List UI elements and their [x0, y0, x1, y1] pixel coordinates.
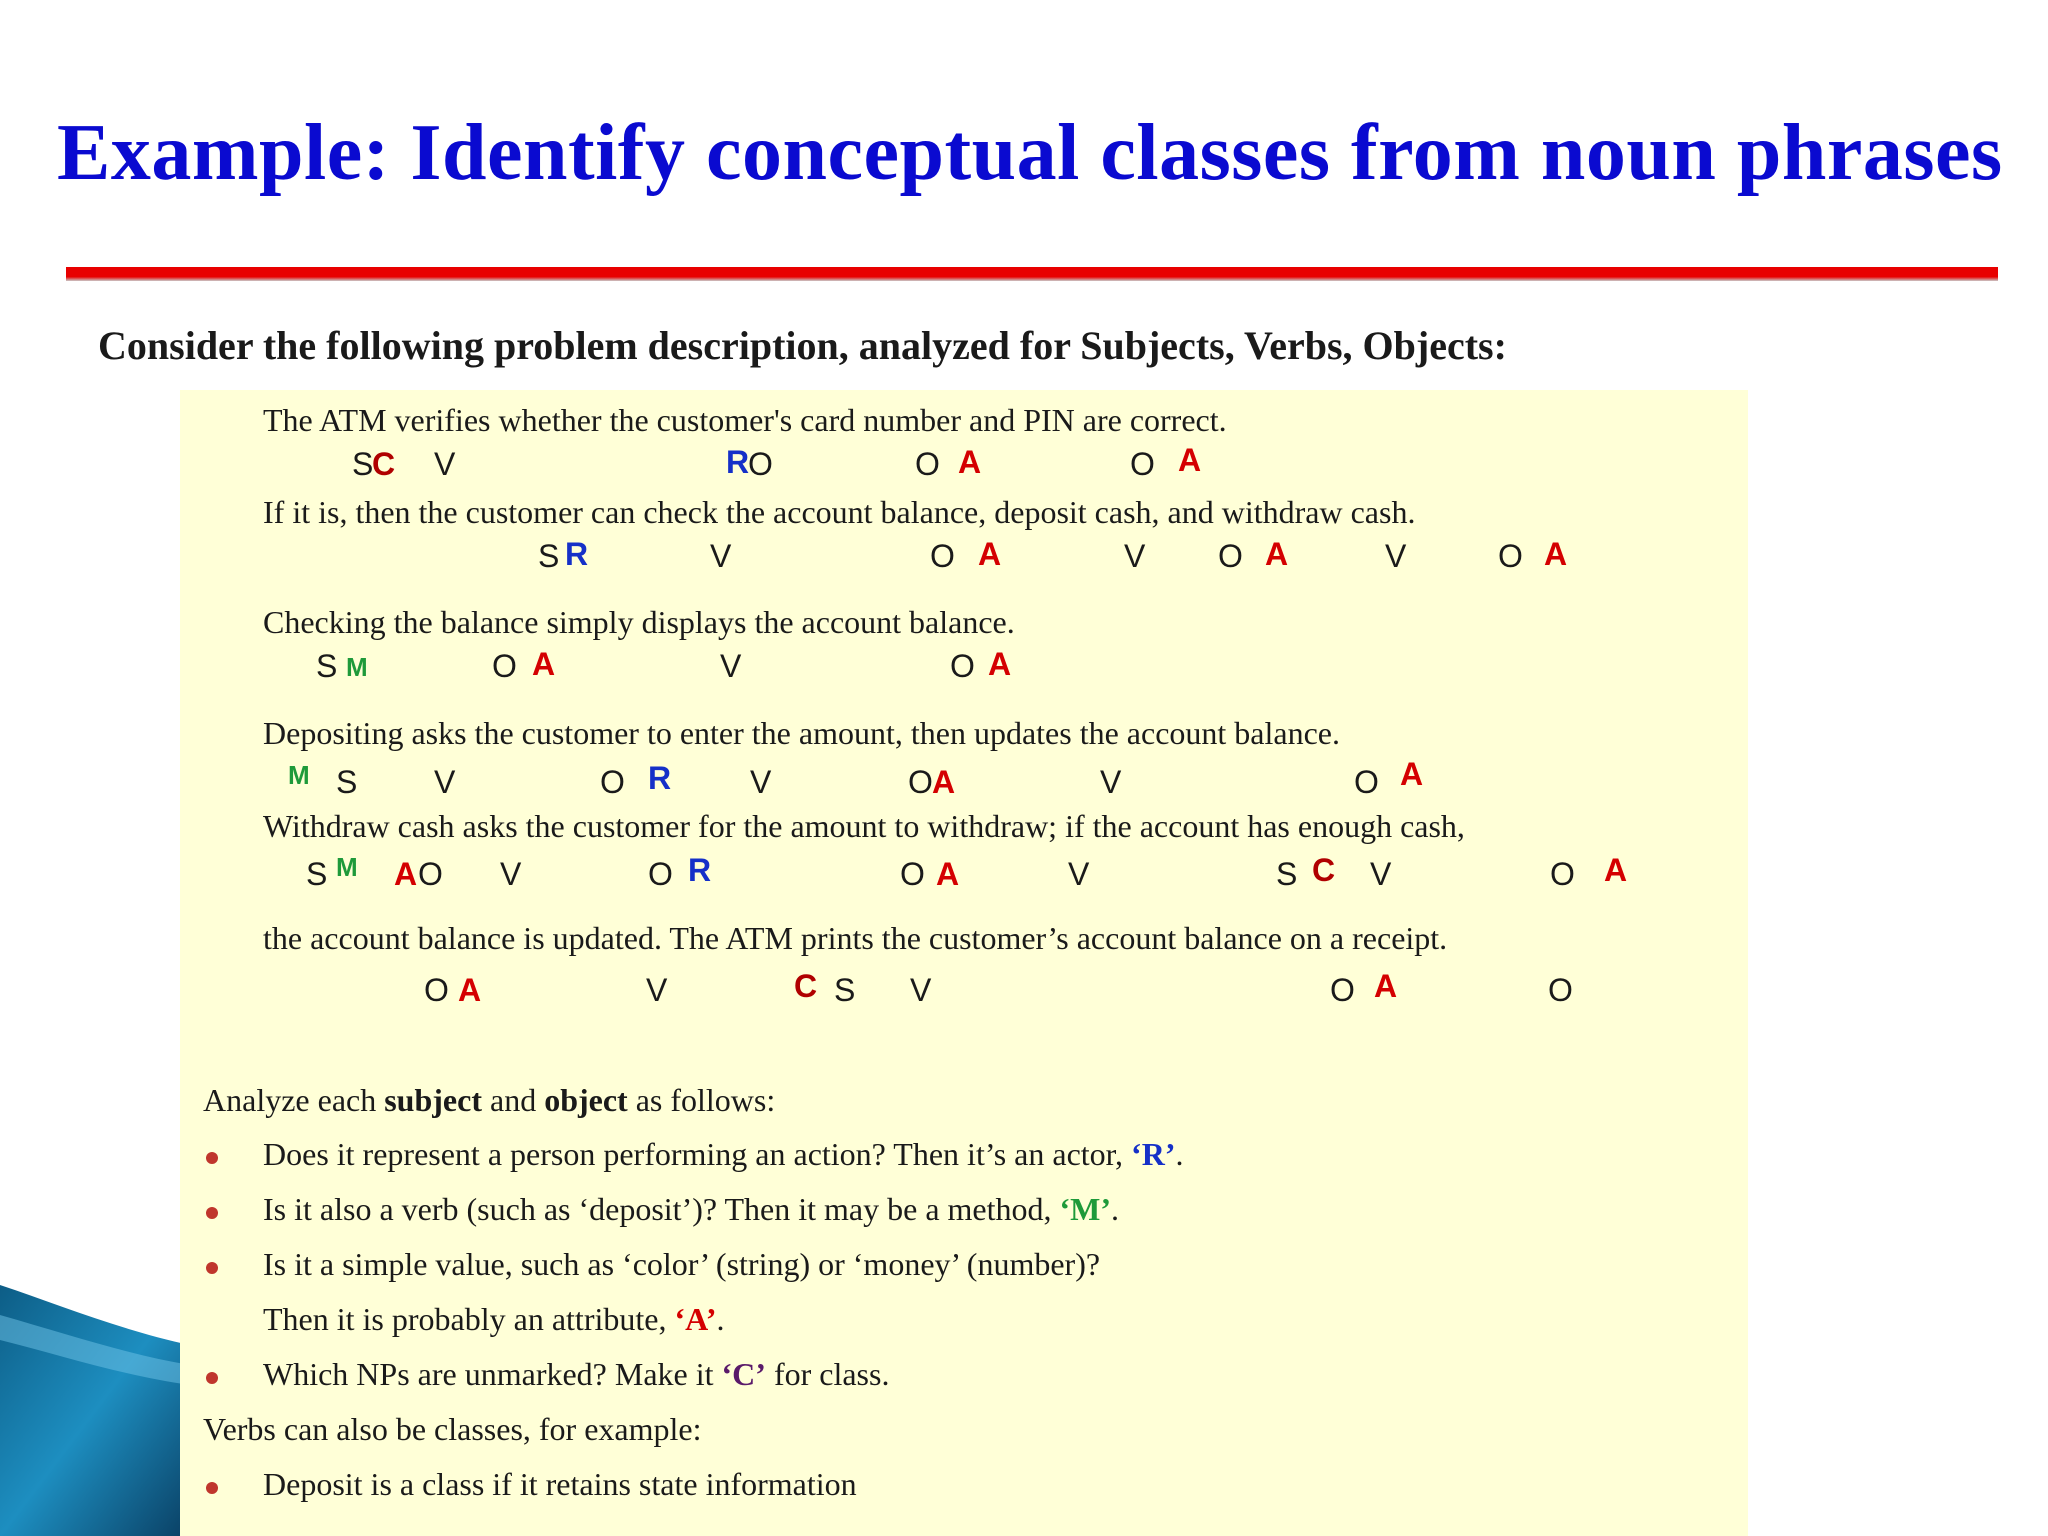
- mark-attribute: A: [1265, 536, 1289, 572]
- mark-method: M: [336, 852, 358, 882]
- bullet-icon: [206, 1207, 218, 1219]
- mark-object: O: [492, 648, 517, 684]
- rule-method: [263, 1191, 1119, 1228]
- rule-class-end: for class.: [765, 1356, 890, 1392]
- mark-object: O: [1498, 538, 1523, 574]
- verbs-as-classes: Verbs can also be classes, for example:: [203, 1411, 702, 1447]
- mark-object: O: [648, 856, 673, 892]
- rule-attribute-code: ‘A’: [674, 1301, 717, 1337]
- rule-class-code: ‘C’: [721, 1356, 766, 1392]
- sentence-1: The ATM verifies whether the customer's card number and PIN are correct.: [263, 402, 1227, 438]
- corner-decoration: [0, 1285, 190, 1536]
- mark-subject: S: [352, 446, 374, 482]
- mark-subject: S: [306, 856, 328, 892]
- rule-attribute-cont: [263, 1301, 725, 1338]
- mark-attribute: A: [1374, 968, 1398, 1004]
- mark-object: O: [1548, 972, 1573, 1008]
- analysis-heading-and: and: [481, 1082, 545, 1118]
- mark-verb: V: [500, 856, 522, 892]
- mark-subject: S: [336, 764, 358, 800]
- mark-attribute: A: [1178, 442, 1202, 478]
- rule-method-end: .: [1111, 1191, 1120, 1227]
- mark-subject: S: [538, 538, 560, 574]
- mark-attribute: A: [1400, 756, 1424, 792]
- mark-attribute: A: [394, 856, 418, 892]
- mark-verb: V: [720, 648, 742, 684]
- mark-verb: V: [910, 972, 932, 1008]
- mark-object: O: [748, 446, 773, 482]
- mark-attribute: A: [458, 972, 482, 1008]
- rule-class: [263, 1356, 889, 1393]
- sentence-3: Checking the balance simply displays the account balance.: [263, 604, 1015, 640]
- mark-actor: R: [688, 852, 712, 888]
- rule-actor-text: Does it represent a person performing an action? Then it’s an actor,: [263, 1136, 1132, 1172]
- mark-attribute: A: [958, 444, 982, 480]
- rule-deposit: Deposit is a class if it retains state information: [263, 1466, 857, 1502]
- rule-method-code: ‘M’: [1059, 1191, 1112, 1227]
- mark-object: O: [1218, 538, 1243, 574]
- mark-object: O: [1330, 972, 1355, 1008]
- mark-method: M: [346, 652, 368, 682]
- mark-class: C: [794, 968, 818, 1004]
- analysis-heading-subject: subject: [384, 1082, 482, 1118]
- mark-object: O: [950, 648, 975, 684]
- mark-object: O: [1354, 764, 1379, 800]
- mark-verb: V: [1385, 538, 1407, 574]
- rule-actor-end: .: [1175, 1136, 1184, 1172]
- mark-verb: V: [1100, 764, 1122, 800]
- mark-object: O: [418, 856, 443, 892]
- sentence-4: Depositing asks the customer to enter the amount, then updates the account balance.: [263, 715, 1340, 751]
- bullet-icon: [206, 1262, 218, 1274]
- mark-verb: V: [750, 764, 772, 800]
- analysis-panel: [180, 390, 1748, 1536]
- intro-text: Consider the following problem description, analyzed for Subjects, Verbs, Objects:: [98, 323, 1507, 368]
- mark-attribute: A: [988, 646, 1012, 682]
- mark-verb: V: [1370, 856, 1392, 892]
- rule-actor: [263, 1136, 1183, 1173]
- mark-attribute: A: [532, 646, 556, 682]
- mark-class: C: [372, 446, 396, 482]
- sentence-6: the account balance is updated. The ATM prints the customer’s account balance on a receipt.: [263, 920, 1448, 956]
- mark-verb: V: [710, 538, 732, 574]
- rule-class-text: Which NPs are unmarked? Make it: [263, 1356, 722, 1392]
- mark-actor: R: [726, 444, 750, 480]
- analysis-heading-pre: Analyze each: [203, 1082, 385, 1118]
- mark-verb: V: [1068, 856, 1090, 892]
- mark-object: O: [600, 764, 625, 800]
- mark-attribute: A: [932, 764, 956, 800]
- rule-attribute-end: .: [716, 1301, 725, 1337]
- mark-subject: S: [1276, 856, 1298, 892]
- bullet-icon: [206, 1152, 218, 1164]
- mark-object: O: [424, 972, 449, 1008]
- sentence-2: If it is, then the customer can check the account balance, deposit cash, and withdraw cash.: [263, 494, 1416, 530]
- mark-subject: S: [834, 972, 856, 1008]
- mark-attribute: A: [1544, 536, 1568, 572]
- rule-attribute-cont-text: Then it is probably an attribute,: [263, 1301, 675, 1337]
- mark-attribute: A: [936, 856, 960, 892]
- analysis-heading-object: object: [544, 1082, 628, 1118]
- rule-attribute: Is it a simple value, such as ‘color’ (string) or ‘money’ (number)?: [263, 1246, 1101, 1282]
- mark-class: C: [1312, 852, 1336, 888]
- analysis-heading: [203, 1082, 775, 1119]
- mark-verb: V: [434, 764, 456, 800]
- analysis-heading-post: as follows:: [627, 1082, 776, 1118]
- mark-object: O: [1550, 856, 1575, 892]
- title-divider: [66, 267, 1998, 281]
- mark-actor: R: [565, 536, 589, 572]
- mark-object: O: [900, 856, 925, 892]
- mark-attribute: A: [978, 536, 1002, 572]
- mark-object: O: [1130, 446, 1155, 482]
- mark-attribute: A: [1604, 852, 1628, 888]
- mark-method: M: [288, 760, 310, 790]
- mark-verb: V: [646, 972, 668, 1008]
- mark-object: O: [908, 764, 933, 800]
- mark-object: O: [915, 446, 940, 482]
- rule-actor-code: ‘R’: [1131, 1136, 1176, 1172]
- rule-method-text: Is it also a verb (such as ‘deposit’)? Then it may be a method,: [263, 1191, 1060, 1227]
- slide-title: Example: Identify conceptual classes from noun phrases: [57, 109, 2003, 197]
- bullet-icon: [206, 1482, 218, 1494]
- sentence-5: Withdraw cash asks the customer for the amount to withdraw; if the account has enough cash,: [263, 808, 1465, 844]
- bullet-icon: [206, 1372, 218, 1384]
- mark-subject: S: [316, 648, 338, 684]
- mark-object: O: [930, 538, 955, 574]
- mark-actor: R: [648, 760, 672, 796]
- mark-verb: V: [1124, 538, 1146, 574]
- mark-verb: V: [434, 446, 456, 482]
